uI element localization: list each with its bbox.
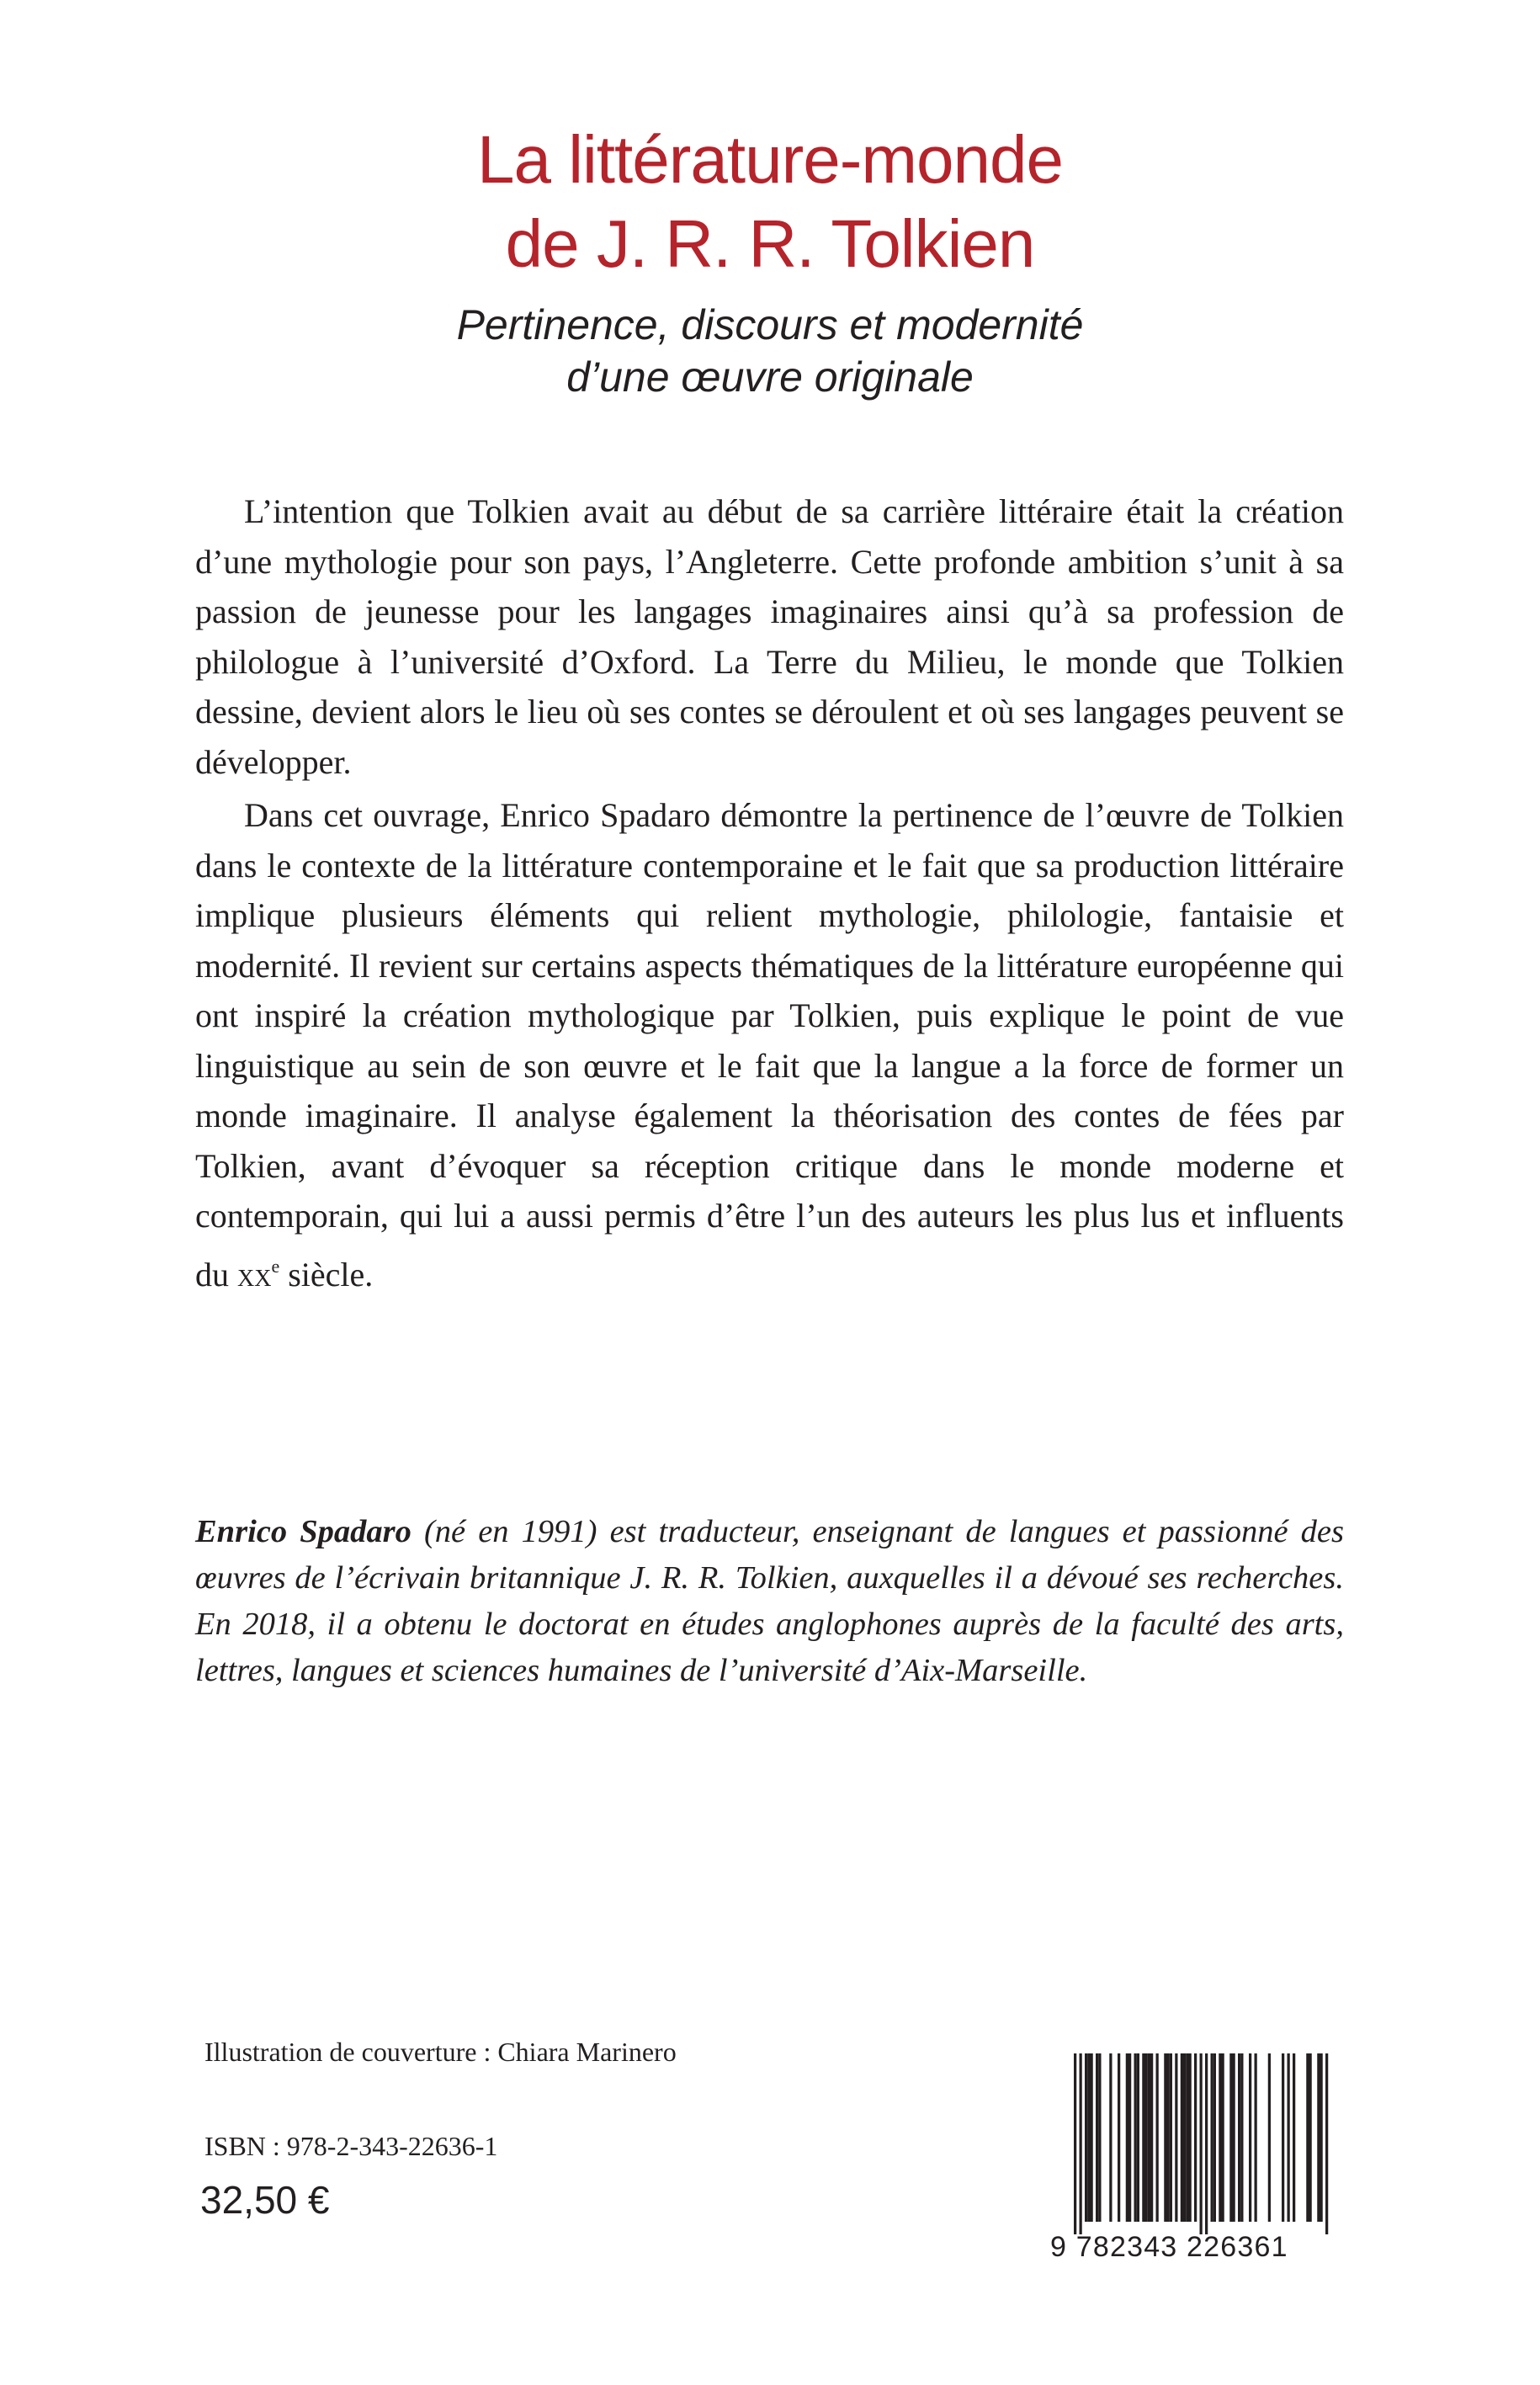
barcode-bar bbox=[1288, 2053, 1290, 2222]
barcode-bar bbox=[1137, 2053, 1139, 2222]
barcode-bar bbox=[1128, 2053, 1131, 2222]
barcode-bar bbox=[1189, 2053, 1192, 2222]
barcode-bar bbox=[1233, 2053, 1235, 2222]
barcode-bar bbox=[1205, 2053, 1208, 2234]
barcode-bar bbox=[1170, 2053, 1172, 2222]
barcode-bar bbox=[1175, 2053, 1177, 2222]
book-subtitle-line-1: Pertinence, discours et modernité bbox=[456, 301, 1084, 348]
barcode-bar bbox=[1317, 2053, 1320, 2222]
barcode-bar bbox=[1268, 2053, 1271, 2222]
barcode-bar bbox=[1085, 2053, 1087, 2222]
barcode-digits: 9 782343 226361 bbox=[1050, 2231, 1288, 2263]
barcode-bar bbox=[1156, 2053, 1159, 2222]
barcode-bar bbox=[1150, 2053, 1153, 2222]
cover-illustration-credit: Illustration de couverture : Chiara Marinero bbox=[204, 2037, 677, 2067]
author-bio bbox=[195, 1509, 1344, 1694]
century-suffix: e bbox=[271, 1255, 280, 1277]
book-summary bbox=[195, 486, 1344, 1303]
book-subtitle-line-2: d’une œuvre originale bbox=[566, 353, 974, 401]
summary-paragraph-2-main: Dans cet ouvrage, Enrico Spadaro démontre la pertinence de l’œuvre de Tolkien dans le contexte de la littérature contemporaine et le fait que sa production littéraire implique plusieurs éléments qui relient mythologie, philologie, fantaisie et modernité. Il revient sur certains aspects thématiques de la littérature européenne qui ont inspiré la création mythologique par Tolkien, puis explique le point de vue linguistique au sein de son œuvre et le fait que la langue a la force de former un monde imaginaire. Il analyse également la théorisation des contes de fées par Tolkien, avant d’évoquer sa réception critique dans le monde moderne et contemporain, qui lui a aussi permis d’être l’un des auteurs les plus lus et influents du bbox=[195, 796, 1344, 1293]
barcode-bar bbox=[1181, 2053, 1183, 2222]
barcode-bar bbox=[1186, 2053, 1188, 2222]
barcode-bar bbox=[1183, 2053, 1186, 2222]
author-name: Enrico Spadaro bbox=[195, 1514, 412, 1549]
barcode bbox=[1050, 2053, 1330, 2264]
barcode-bar bbox=[1080, 2053, 1082, 2234]
barcode-bar bbox=[1306, 2053, 1309, 2222]
barcode-bar bbox=[1320, 2053, 1323, 2222]
barcode-bar bbox=[1126, 2053, 1128, 2222]
summary-paragraph-2 bbox=[195, 790, 1344, 1299]
barcode-bar bbox=[1148, 2053, 1150, 2222]
barcode-bar bbox=[1200, 2053, 1203, 2234]
barcode-bar bbox=[1325, 2053, 1328, 2234]
barcode-bar bbox=[1238, 2053, 1240, 2222]
author-bio-text: (né en 1991) est traducteur, enseignant de langues et passionné des œuvres de l’écrivain britannique J. R. R. Tolkien, auxquelles il a dévoué ses recherches. En 2018, il a obtenu le doctorat en études anglophones auprès de la faculté des arts, lettres, langues et sciences humaines de l’université d’Aix-Marseille. bbox=[195, 1514, 1344, 1688]
barcode-bar bbox=[1219, 2053, 1221, 2222]
summary-paragraph-1: L’intention que Tolkien avait au début de sa carrière littéraire était la création d’une mythologie pour son pays, l’Angleterre. Cette profonde ambition s’unit à sa passion de jeunesse pour les langages imaginaires ainsi qu’à sa profession de philologue à l’université d’Oxford. La Terre du Milieu, le monde que Tolkien dessine, devient alors le lieu où ses contes se déroulent et où ses langages peuvent se développer. bbox=[195, 492, 1344, 781]
barcode-bar bbox=[1309, 2053, 1312, 2222]
ean13-barcode-icon bbox=[1050, 2053, 1330, 2234]
barcode-bar bbox=[1282, 2053, 1284, 2222]
summary-paragraph-2-end: siècle. bbox=[279, 1255, 374, 1293]
barcode-bar bbox=[1164, 2053, 1166, 2222]
barcode-bar bbox=[1249, 2053, 1251, 2222]
barcode-bar bbox=[1142, 2053, 1144, 2222]
barcode-bar bbox=[1145, 2053, 1148, 2222]
book-title-line-1: La littérature-monde bbox=[477, 122, 1063, 197]
barcode-bar bbox=[1213, 2053, 1216, 2222]
barcode-bar bbox=[1167, 2053, 1170, 2222]
barcode-bar bbox=[1134, 2053, 1137, 2222]
barcode-bar bbox=[1194, 2053, 1197, 2222]
price: 32,50 € bbox=[200, 2178, 330, 2222]
barcode-bar bbox=[1074, 2053, 1076, 2234]
barcode-bar bbox=[1118, 2053, 1120, 2222]
barcode-bar bbox=[1087, 2053, 1090, 2222]
barcode-bar bbox=[1222, 2053, 1224, 2222]
barcode-bar bbox=[1229, 2053, 1232, 2222]
barcode-bar bbox=[1211, 2053, 1213, 2222]
book-subtitle bbox=[0, 299, 1540, 403]
barcode-bar bbox=[1293, 2053, 1295, 2222]
barcode-bar bbox=[1240, 2053, 1243, 2222]
barcode-bar bbox=[1255, 2053, 1257, 2222]
barcode-bar bbox=[1096, 2053, 1098, 2222]
barcode-bar bbox=[1091, 2053, 1093, 2222]
century-roman: xx bbox=[237, 1255, 272, 1293]
barcode-bar bbox=[1098, 2053, 1101, 2222]
book-title bbox=[0, 118, 1540, 286]
isbn: ISBN : 978-2-343-22636-1 bbox=[204, 2131, 498, 2161]
barcode-bar bbox=[1109, 2053, 1112, 2222]
book-title-line-2: de J. R. R. Tolkien bbox=[505, 206, 1035, 281]
